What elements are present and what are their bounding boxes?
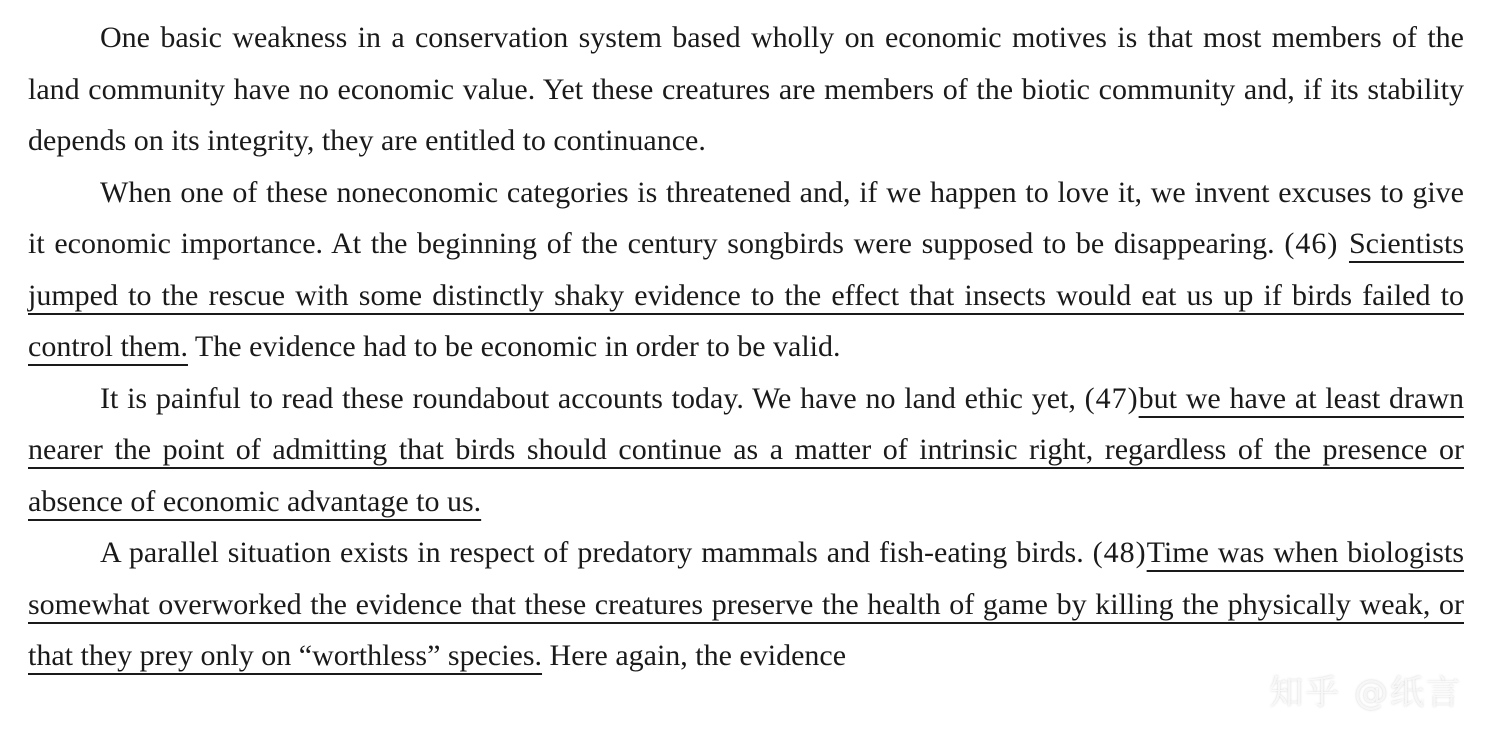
article-body — [28, 12, 1464, 682]
underlined-sentence-46: Scientists jumped to the rescue with some distinctly shaky evidence to the effect that insects would eat us up if birds failed to control them. — [28, 227, 1464, 363]
paragraph-2 — [28, 167, 1464, 373]
question-number-47: (47) — [1084, 381, 1139, 415]
underlined-sentence-47: but we have at least drawn nearer the point of admitting that birds should continue as a matter of intrinsic right, regardless of the presence or absence of economic advantage to us. — [28, 381, 1465, 518]
paragraph-3-text-before: It is painful to read these roundabout accounts today. We have no land ethic yet, — [100, 381, 1085, 415]
question-number-48: (48) — [1092, 536, 1147, 569]
paragraph-4 — [28, 527, 1464, 682]
paragraph-4-text-after: Here again, the evidence — [542, 639, 847, 672]
paragraph-2-text-after: The evidence had to be economic in order to be valid. — [187, 330, 841, 363]
underlined-sentence-48: Time was when biologists somewhat overworked the evidence that these creatures preserve the health of game by killing the physically weak, or that they prey only on “worthless” species. — [28, 536, 1464, 672]
question-number-46: (46) — [1284, 227, 1349, 260]
paragraph-1 — [28, 12, 1464, 167]
paragraph-2-text-before: When one of these noneconomic categories is threatened and, if we happen to love it, we invent excuses to give it economic importance. At the beginning of the century songbirds were supposed to be disappearing. — [28, 175, 1464, 260]
paragraph-3 — [28, 373, 1464, 528]
paragraph-4-text-before: A parallel situation exists in respect of predatory mammals and fish-eating birds. — [100, 536, 1093, 569]
zhihu-watermark: 知乎 @纸言 — [1269, 673, 1462, 713]
paragraph-1-text: One basic weakness in a conservation system based wholly on economic motives is that most members of the land community have no economic value. Yet these creatures are members of the biotic community and, if its stability depends on its integrity, they are entitled to continuance. — [28, 21, 1464, 157]
